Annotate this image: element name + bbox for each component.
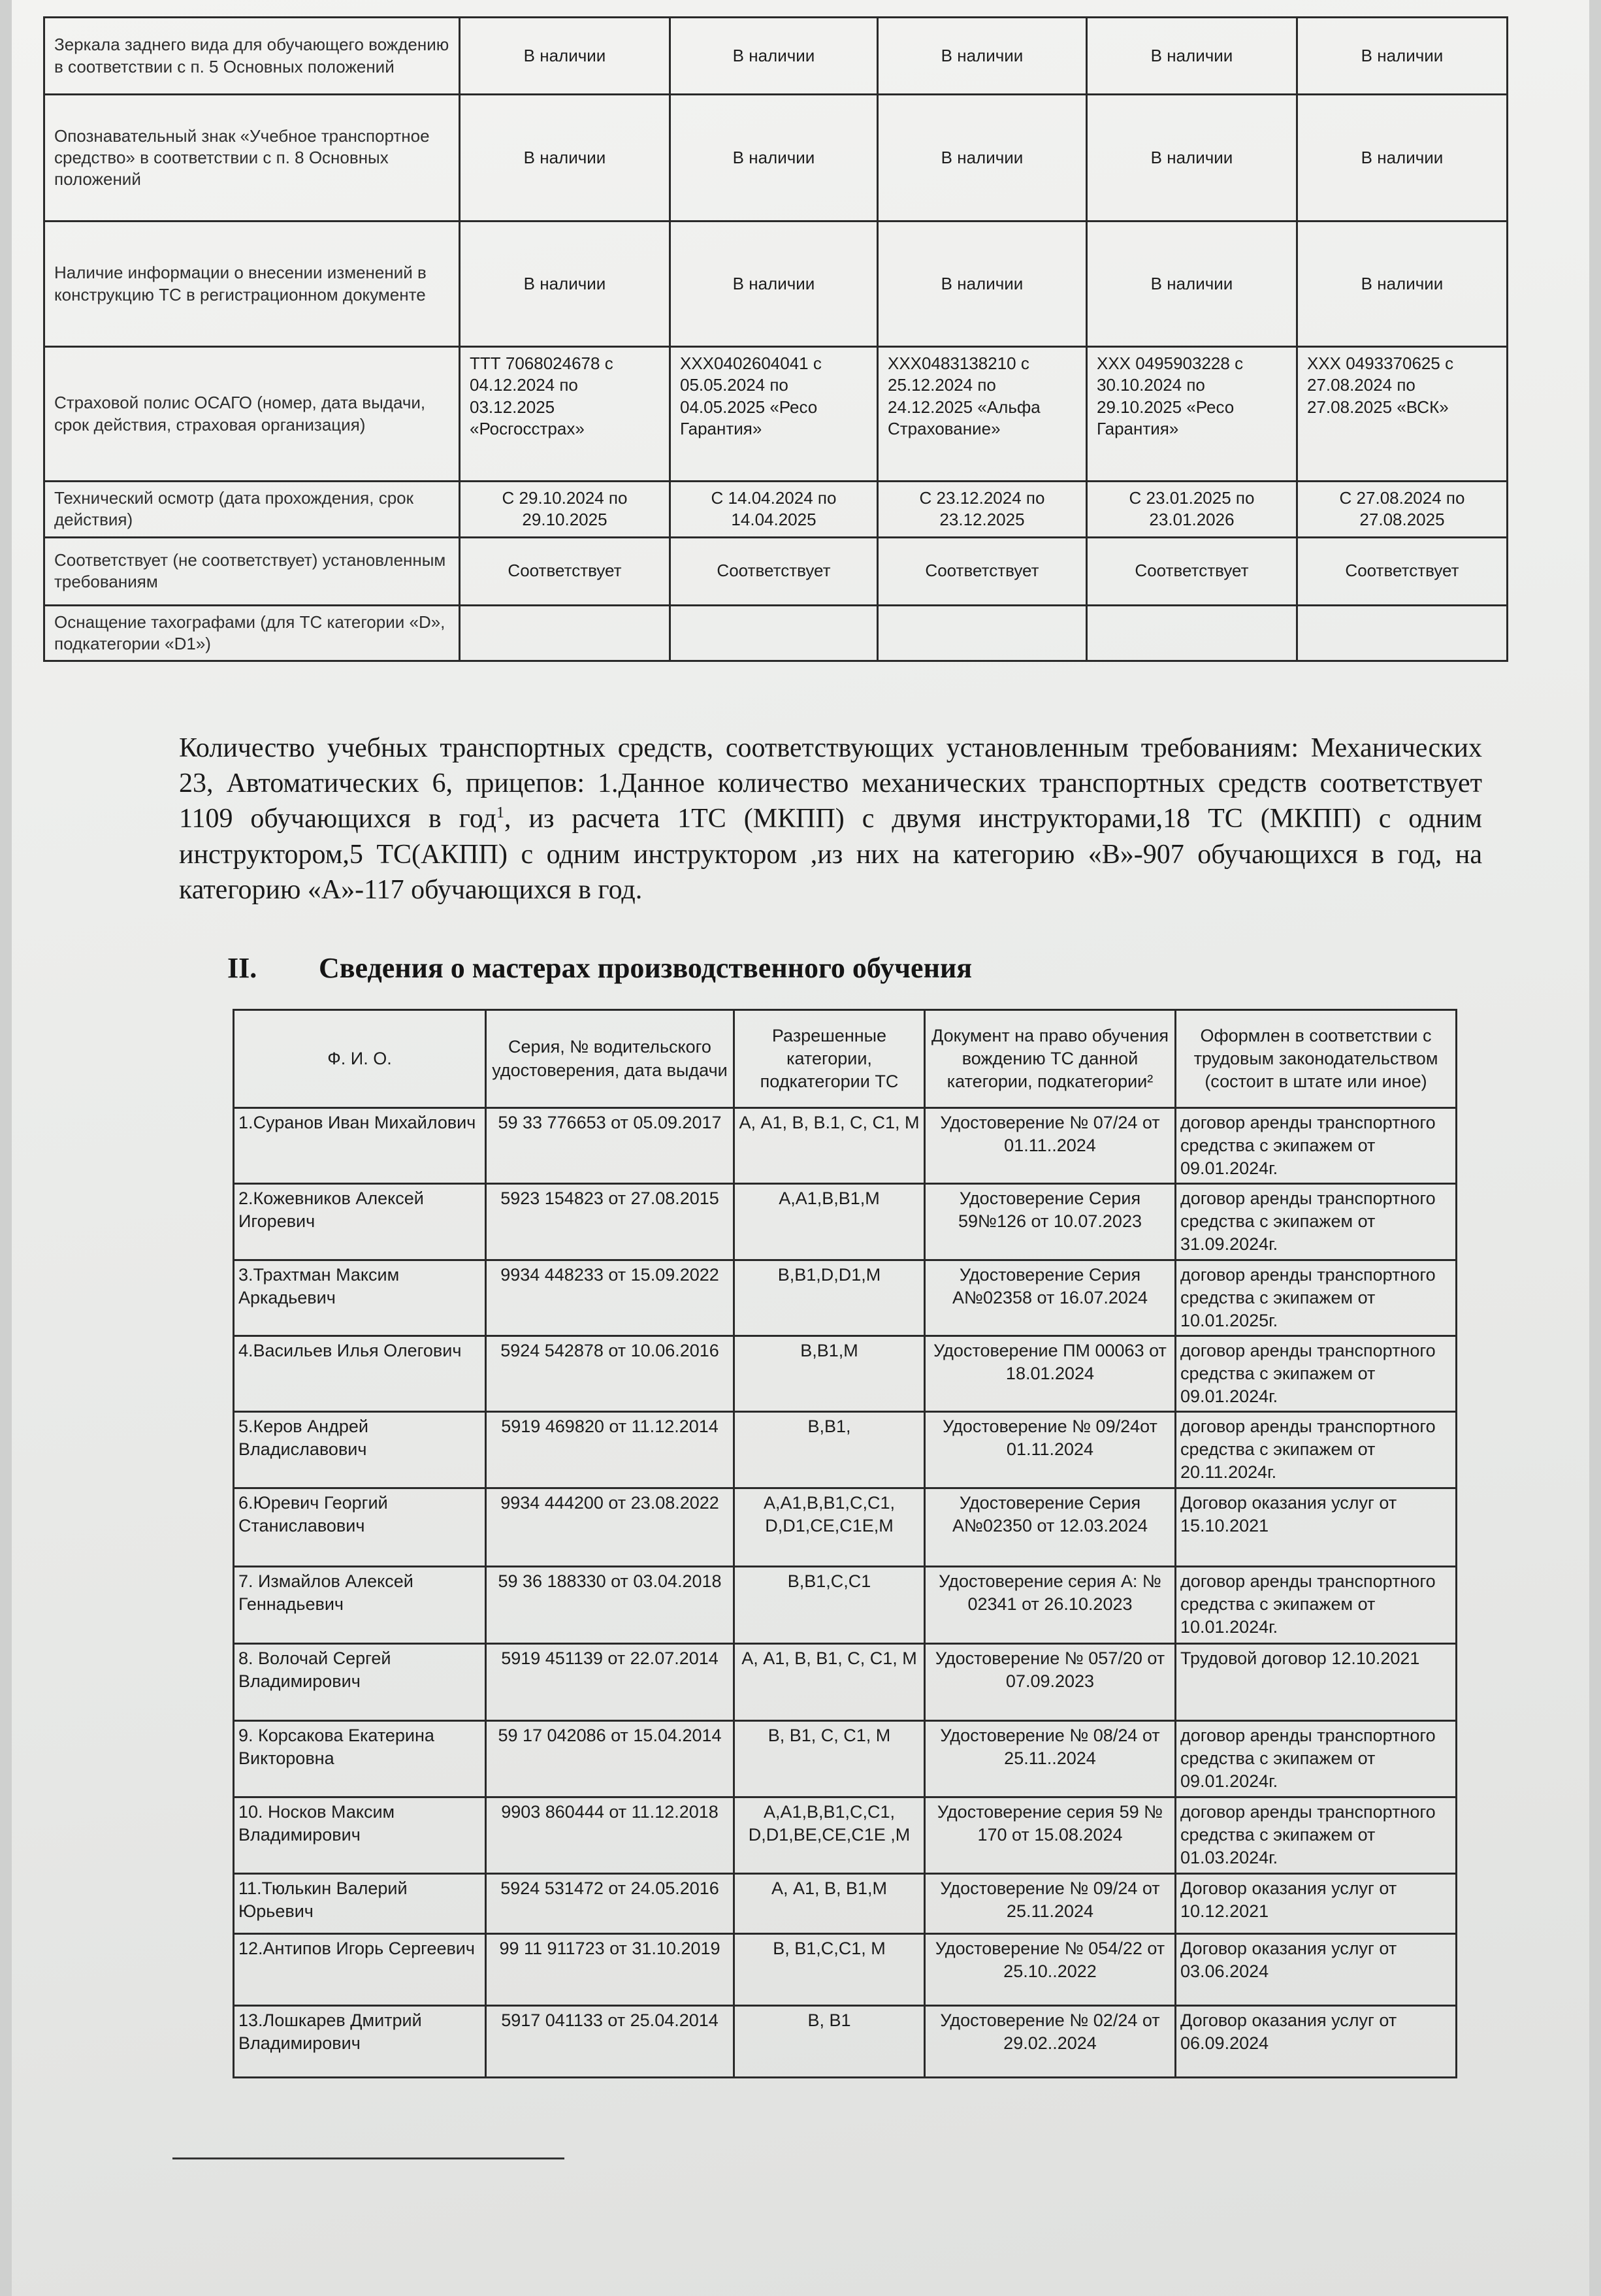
masters-cell: 5.Керов Андрей Владиславович: [234, 1412, 486, 1488]
masters-cell: 5923 154823 от 27.08.2015: [486, 1184, 734, 1260]
table-row: [234, 1184, 1457, 1260]
masters-cell: Договор оказания услуг от 10.12.2021: [1176, 1874, 1457, 1934]
equipment-value-cell: С 23.12.2024 по 23.12.2025: [878, 482, 1087, 538]
masters-cell: договор аренды транспортного средства с экипажем от 01.03.2024г.: [1176, 1797, 1457, 1874]
equipment-row: [44, 537, 1508, 605]
equipment-row-label: Наличие информации о внесении изменений в конструкцию ТС в регистрационном документе: [44, 221, 460, 347]
equipment-value-cell: Соответствует: [460, 537, 670, 605]
masters-cell: Удостоверение № 02/24 от 29.02..2024: [925, 2006, 1176, 2078]
table-row: [234, 1336, 1457, 1411]
masters-cell: договор аренды транспортного средства с экипажем от 10.01.2024г.: [1176, 1567, 1457, 1644]
equipment-value-cell: В наличии: [878, 95, 1087, 221]
table-row: [234, 2006, 1457, 2078]
equipment-row: [44, 18, 1508, 95]
equipment-value-cell: Соответствует: [1087, 537, 1297, 605]
table-row: [234, 1934, 1457, 2006]
equipment-value-cell: [460, 605, 670, 661]
equipment-row: [44, 221, 1508, 347]
equipment-row-label: Оснащение тахографами (для ТС категории «D», подкатегории «D1»): [44, 605, 460, 661]
equipment-value-cell: В наличии: [670, 221, 878, 347]
masters-cell: 5917 041133 от 25.04.2014: [486, 2006, 734, 2078]
masters-cell: 5919 451139 от 22.07.2014: [486, 1644, 734, 1721]
equipment-value-cell: [1297, 605, 1508, 661]
masters-cell: договор аренды транспортного средства с экипажем от 10.01.2025г.: [1176, 1260, 1457, 1336]
equipment-value-cell: В наличии: [670, 95, 878, 221]
paragraph-text-part2: , из расчета 1ТС (МКПП) с двумя инструкторами,18 ТС (МКПП) с одним инструктором,5 ТС(АКПП) с одним инструктором ,из них на категорию «В»-907 обучающихся в год, на категорию «А»-117 обучающихся в год.: [179, 804, 1482, 905]
equipment-value-cell: [1087, 605, 1297, 661]
masters-cell: А, А1, В, В1, С, С1, М: [734, 1644, 925, 1721]
equipment-value-cell: В наличии: [670, 18, 878, 95]
masters-cell: Договор оказания услуг от 15.10.2021: [1176, 1488, 1457, 1567]
masters-cell: 5924 531472 от 24.05.2016: [486, 1874, 734, 1934]
masters-cell: Удостоверение № 07/24 от 01.11..2024: [925, 1108, 1176, 1184]
masters-cell: 12.Антипов Игорь Сергеевич: [234, 1934, 486, 2006]
equipment-value-cell: XXX 0493370625 с 27.08.2024 по 27.08.2025 «ВСК»: [1297, 347, 1508, 482]
masters-cell: 1.Суранов Иван Михайлович: [234, 1108, 486, 1184]
equipment-row: [44, 95, 1508, 221]
masters-cell: 11.Тюлькин Валерий Юрьевич: [234, 1874, 486, 1934]
equipment-value-cell: С 14.04.2024 по 14.04.2025: [670, 482, 878, 538]
masters-cell: 9934 444200 от 23.08.2022: [486, 1488, 734, 1567]
equipment-value-cell: С 23.01.2025 по 23.01.2026: [1087, 482, 1297, 538]
masters-cell: Удостоверение № 08/24 от 25.11..2024: [925, 1721, 1176, 1797]
masters-cell: 7. Измайлов Алексей Геннадьевич: [234, 1567, 486, 1644]
masters-cell: В,В1,М: [734, 1336, 925, 1411]
masters-cell: 13.Лошкарев Дмитрий Владимирович: [234, 2006, 486, 2078]
table-row: [234, 1797, 1457, 1874]
equipment-value-cell: В наличии: [1297, 221, 1508, 347]
equipment-row: [44, 347, 1508, 482]
masters-cell: 59 36 188330 от 03.04.2018: [486, 1567, 734, 1644]
table-row: [234, 1874, 1457, 1934]
masters-cell: Удостоверение № 054/22 от 25.10..2022: [925, 1934, 1176, 2006]
equipment-row: [44, 605, 1508, 661]
masters-header-cell: Серия, № водительского удостоверения, дата выдачи: [486, 1010, 734, 1108]
equipment-value-cell: В наличии: [878, 18, 1087, 95]
masters-cell: 59 33 776653 от 05.09.2017: [486, 1108, 734, 1184]
masters-cell: В,В1,D,D1,М: [734, 1260, 925, 1336]
table-row: [234, 1108, 1457, 1184]
footnote-separator: [172, 2157, 564, 2159]
equipment-row: [44, 482, 1508, 538]
equipment-value-cell: В наличии: [1087, 221, 1297, 347]
equipment-value-cell: XXX0483138210 с 25.12.2024 по 24.12.2025 «Альфа Страхование»: [878, 347, 1087, 482]
masters-cell: 5919 469820 от 11.12.2014: [486, 1412, 734, 1488]
masters-header-cell: Оформлен в соответствии с трудовым законодательством (состоит в штате или иное): [1176, 1010, 1457, 1108]
section-number: II.: [227, 952, 257, 984]
vehicle-equipment-table: [43, 16, 1508, 662]
equipment-value-cell: С 27.08.2024 по 27.08.2025: [1297, 482, 1508, 538]
equipment-row-label: Опознавательный знак «Учебное транспортное средство» в соответствии с п. 8 Основных положений: [44, 95, 460, 221]
masters-table: [233, 1009, 1457, 2078]
masters-cell: 2.Кожевников Алексей Игоревич: [234, 1184, 486, 1260]
equipment-value-cell: В наличии: [460, 95, 670, 221]
masters-cell: договор аренды транспортного средства с экипажем от 09.01.2024г.: [1176, 1721, 1457, 1797]
masters-header-cell: Разрешенные категории, подкатегории ТС: [734, 1010, 925, 1108]
masters-cell: Удостоверение ПМ 00063 от 18.01.2024: [925, 1336, 1176, 1411]
document-page: [12, 0, 1589, 2296]
section-heading: [227, 951, 972, 985]
table-row: [234, 1567, 1457, 1644]
masters-cell: договор аренды транспортного средства с экипажем от 09.01.2024г.: [1176, 1108, 1457, 1184]
equipment-value-cell: В наличии: [1087, 18, 1297, 95]
masters-cell: 3.Трахтман Максим Аркадьевич: [234, 1260, 486, 1336]
masters-cell: 9. Корсакова Екатерина Викторовна: [234, 1721, 486, 1797]
equipment-value-cell: Соответствует: [1297, 537, 1508, 605]
equipment-row-label: Зеркала заднего вида для обучающего вождению в соответствии с п. 5 Основных положений: [44, 18, 460, 95]
masters-cell: договор аренды транспортного средства с экипажем от 20.11.2024г.: [1176, 1412, 1457, 1488]
equipment-row-label: Соответствует (не соответствует) установленным требованиям: [44, 537, 460, 605]
masters-cell: В,В1,: [734, 1412, 925, 1488]
masters-cell: 9903 860444 от 11.12.2018: [486, 1797, 734, 1874]
masters-cell: А,А1,В,В1,С,С1, D,D1,CE,C1E,M: [734, 1488, 925, 1567]
table-row: [234, 1260, 1457, 1336]
masters-cell: Удостоверение серия А: № 02341 от 26.10.2023: [925, 1567, 1176, 1644]
masters-cell: Удостоверение Серия 59№126 от 10.07.2023: [925, 1184, 1176, 1260]
equipment-value-cell: ТТТ 7068024678 с 04.12.2024 по 03.12.2025 «Росгосстрах»: [460, 347, 670, 482]
vehicles-count-paragraph: [179, 730, 1482, 908]
equipment-value-cell: В наличии: [460, 18, 670, 95]
masters-cell: 10. Носков Максим Владимирович: [234, 1797, 486, 1874]
equipment-value-cell: [670, 605, 878, 661]
table-row: [234, 1721, 1457, 1797]
equipment-value-cell: В наличии: [1087, 95, 1297, 221]
paragraph-text-part1: Количество учебных транспортных средств, соответствующих установленным требованиям: Механических 23, Автоматических 6, прицепов: 1.Данное количество механических транспортных средств соответствует 1109 обучающихся в год: [179, 733, 1482, 834]
masters-cell: 59 17 042086 от 15.04.2014: [486, 1721, 734, 1797]
masters-cell: А,А1,В,В1,С,С1, D,D1,BE,CE,C1E ,M: [734, 1797, 925, 1874]
table-row: [234, 1488, 1457, 1567]
section-title: Сведения о мастерах производственного обучения: [319, 952, 973, 984]
equipment-value-cell: В наличии: [1297, 95, 1508, 221]
masters-header-cell: Документ на право обучения вождению ТС данной категории, подкатегории²: [925, 1010, 1176, 1108]
masters-cell: А,А1,В,В1,М: [734, 1184, 925, 1260]
masters-cell: Удостоверение серия 59 № 170 от 15.08.2024: [925, 1797, 1176, 1874]
masters-header-cell: Ф. И. О.: [234, 1010, 486, 1108]
masters-table-header-row: [234, 1010, 1457, 1108]
masters-cell: 8. Волочай Сергей Владимирович: [234, 1644, 486, 1721]
masters-cell: В,В1,С,С1: [734, 1567, 925, 1644]
equipment-row-label: Технический осмотр (дата прохождения, срок действия): [44, 482, 460, 538]
masters-cell: Удостоверение № 09/24 от 25.11.2024: [925, 1874, 1176, 1934]
equipment-value-cell: В наличии: [1297, 18, 1508, 95]
masters-cell: 6.Юревич Георгий Станиславович: [234, 1488, 486, 1567]
table-row: [234, 1644, 1457, 1721]
masters-cell: Договор оказания услуг от 03.06.2024: [1176, 1934, 1457, 2006]
masters-cell: Удостоверение № 09/24от 01.11.2024: [925, 1412, 1176, 1488]
masters-cell: Договор оказания услуг от 06.09.2024: [1176, 2006, 1457, 2078]
masters-cell: В, В1,С,С1, М: [734, 1934, 925, 2006]
equipment-value-cell: В наличии: [460, 221, 670, 347]
masters-cell: 4.Васильев Илья Олегович: [234, 1336, 486, 1411]
footnote-marker: 1: [496, 804, 504, 822]
table-row: [234, 1412, 1457, 1488]
equipment-value-cell: XXX0402604041 с 05.05.2024 по 04.05.2025 «Ресо Гарантия»: [670, 347, 878, 482]
masters-cell: 5924 542878 от 10.06.2016: [486, 1336, 734, 1411]
masters-cell: Удостоверение Серия А№02350 от 12.03.2024: [925, 1488, 1176, 1567]
equipment-value-cell: Соответствует: [670, 537, 878, 605]
equipment-value-cell: [878, 605, 1087, 661]
masters-cell: В, В1, С, С1, М: [734, 1721, 925, 1797]
masters-cell: А, А1, В, В1,М: [734, 1874, 925, 1934]
masters-cell: 9934 448233 от 15.09.2022: [486, 1260, 734, 1336]
masters-cell: В, В1: [734, 2006, 925, 2078]
equipment-row-label: Страховой полис ОСАГО (номер, дата выдачи, срок действия, страховая организация): [44, 347, 460, 482]
masters-cell: договор аренды транспортного средства с экипажем от 31.09.2024г.: [1176, 1184, 1457, 1260]
equipment-value-cell: Соответствует: [878, 537, 1087, 605]
masters-cell: А, А1, В, В.1, С, С1, М: [734, 1108, 925, 1184]
masters-cell: договор аренды транспортного средства с экипажем от 09.01.2024г.: [1176, 1336, 1457, 1411]
masters-cell: Трудовой договор 12.10.2021: [1176, 1644, 1457, 1721]
masters-cell: Удостоверение № 057/20 от 07.09.2023: [925, 1644, 1176, 1721]
equipment-value-cell: В наличии: [878, 221, 1087, 347]
equipment-value-cell: XXX 0495903228 с 30.10.2024 по 29.10.2025 «Ресо Гарантия»: [1087, 347, 1297, 482]
masters-cell: 99 11 911723 от 31.10.2019: [486, 1934, 734, 2006]
masters-cell: Удостоверение Серия А№02358 от 16.07.2024: [925, 1260, 1176, 1336]
equipment-value-cell: С 29.10.2024 по 29.10.2025: [460, 482, 670, 538]
